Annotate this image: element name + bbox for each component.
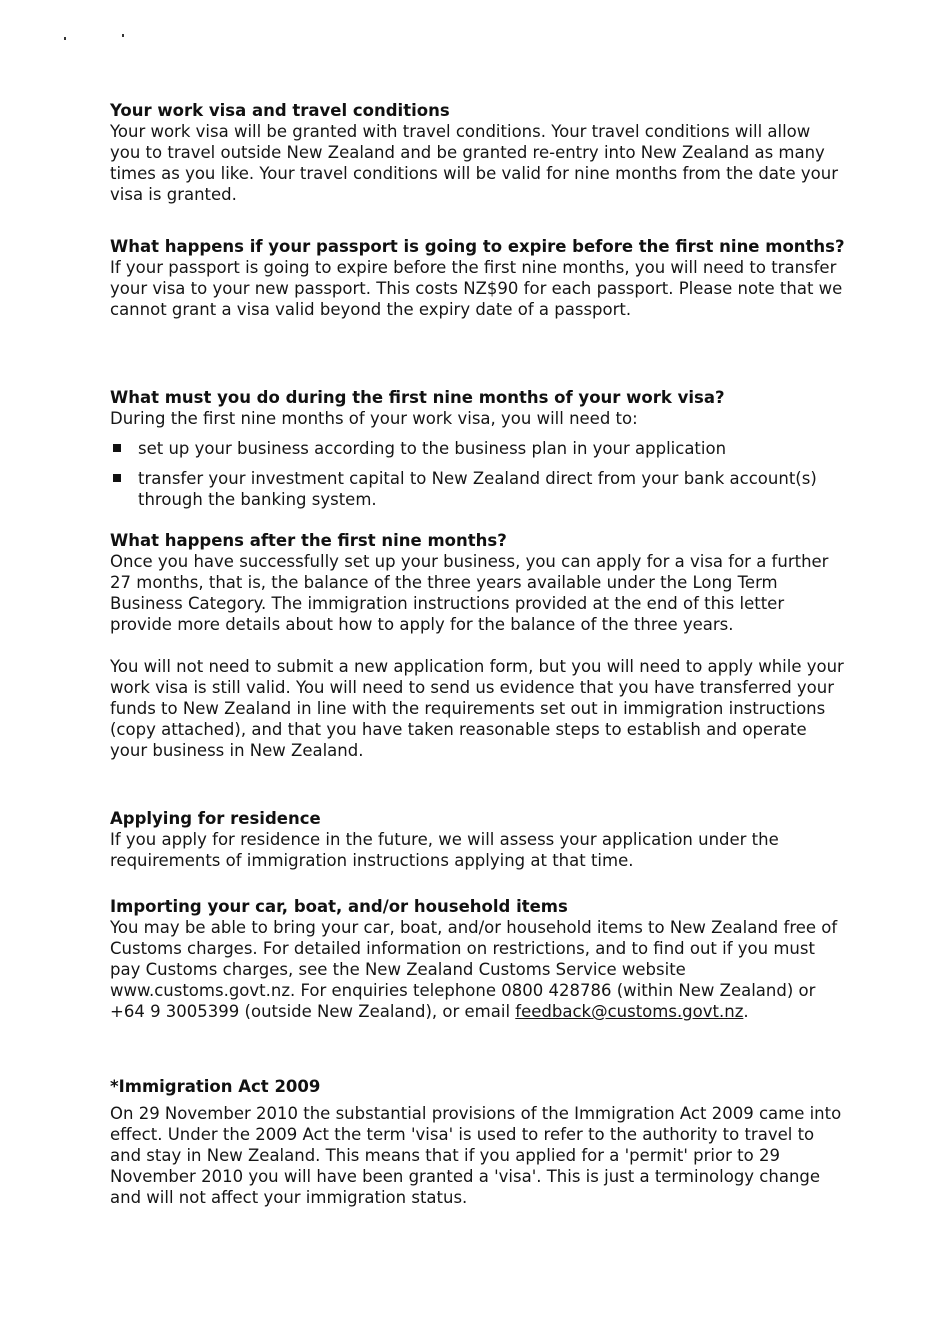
section-body: You will not need to submit a new application form, but you will need to apply while your work visa is still valid. You will need to send us evidence that you have transferred your funds to New Zealand in line with the requirements set out in immigration instructions (copy attached), and that you have taken reasonable steps to establish and operate your business in New Zealand. xyxy=(110,657,844,760)
section-heading: What happens if your passport is going to expire before the first nine months? xyxy=(110,237,845,256)
requirements-list xyxy=(110,438,845,510)
section-residence xyxy=(110,808,845,871)
section-heading: Importing your car, boat, and/or household items xyxy=(110,897,568,916)
list-item: set up your business according to the business plan in your application xyxy=(110,438,845,459)
list-item: transfer your investment capital to New Zealand direct from your bank account(s) through the banking system. xyxy=(110,468,845,510)
section-body: Once you have successfully set up your business, you can apply for a visa for a further 27 months, that is, the balance of the three years available under the Long Term Business Category. The immigration instructions provided at the end of this letter provide more details about how to apply for the balance of the three years. xyxy=(110,552,829,634)
section-body: If you apply for residence in the future, we will assess your application under the requirements of immigration instructions applying at that time. xyxy=(110,830,779,870)
section-after-nine-months xyxy=(110,530,845,761)
section-body: You may be able to bring your car, boat, and/or household items to New Zealand free of Customs charges. For detailed information on restrictions, and to find out if you must pay Customs charges, see the New Zealand Customs Service website www.customs.govt.nz. For enquiries telephone 0800 428786 (within New Zealand) or +64 9 3005399 (outside New Zealand), or email feedback@customs.govt.nz. xyxy=(110,918,838,1021)
section-immigration-act xyxy=(110,1076,845,1208)
bullet-icon xyxy=(113,474,121,482)
section-travel-conditions xyxy=(110,100,845,205)
section-body: If your passport is going to expire before the first nine months, you will need to transfer your visa to your new passport. This costs NZ$90 for each passport. Please note that we cannot grant a visa valid beyond the expiry date of a passport. xyxy=(110,258,843,319)
section-heading: What happens after the first nine months? xyxy=(110,531,507,550)
scan-speck xyxy=(64,37,66,40)
section-body: On 29 November 2010 the substantial provisions of the Immigration Act 2009 came into effect. Under the 2009 Act the term 'visa' is used to refer to the authority to travel to and stay in New Zealand. This means that if you applied for a 'permit' prior to 29 November 2010 you will have been granted a 'visa'. This is just a terminology change and will not affect your immigration status. xyxy=(110,1104,842,1207)
section-first-nine-months xyxy=(110,387,845,510)
section-intro: During the first nine months of your work visa, you will need to: xyxy=(110,409,638,428)
bullet-icon xyxy=(113,444,121,452)
section-heading: Your work visa and travel conditions xyxy=(110,101,450,120)
section-heading: Applying for residence xyxy=(110,809,321,828)
section-heading: What must you do during the first nine months of your work visa? xyxy=(110,388,725,407)
customs-email-link[interactable]: feedback@customs.govt.nz xyxy=(515,1002,744,1021)
section-heading: *Immigration Act 2009 xyxy=(110,1077,321,1096)
scan-speck xyxy=(122,34,124,37)
section-importing xyxy=(110,896,845,1022)
section-body: Your work visa will be granted with travel conditions. Your travel conditions will allow you to travel outside New Zealand and be granted re-entry into New Zealand as many times as you like. Your travel conditions will be valid for nine months from the date your visa is granted. xyxy=(110,122,838,204)
section-passport-expiry xyxy=(110,236,845,320)
